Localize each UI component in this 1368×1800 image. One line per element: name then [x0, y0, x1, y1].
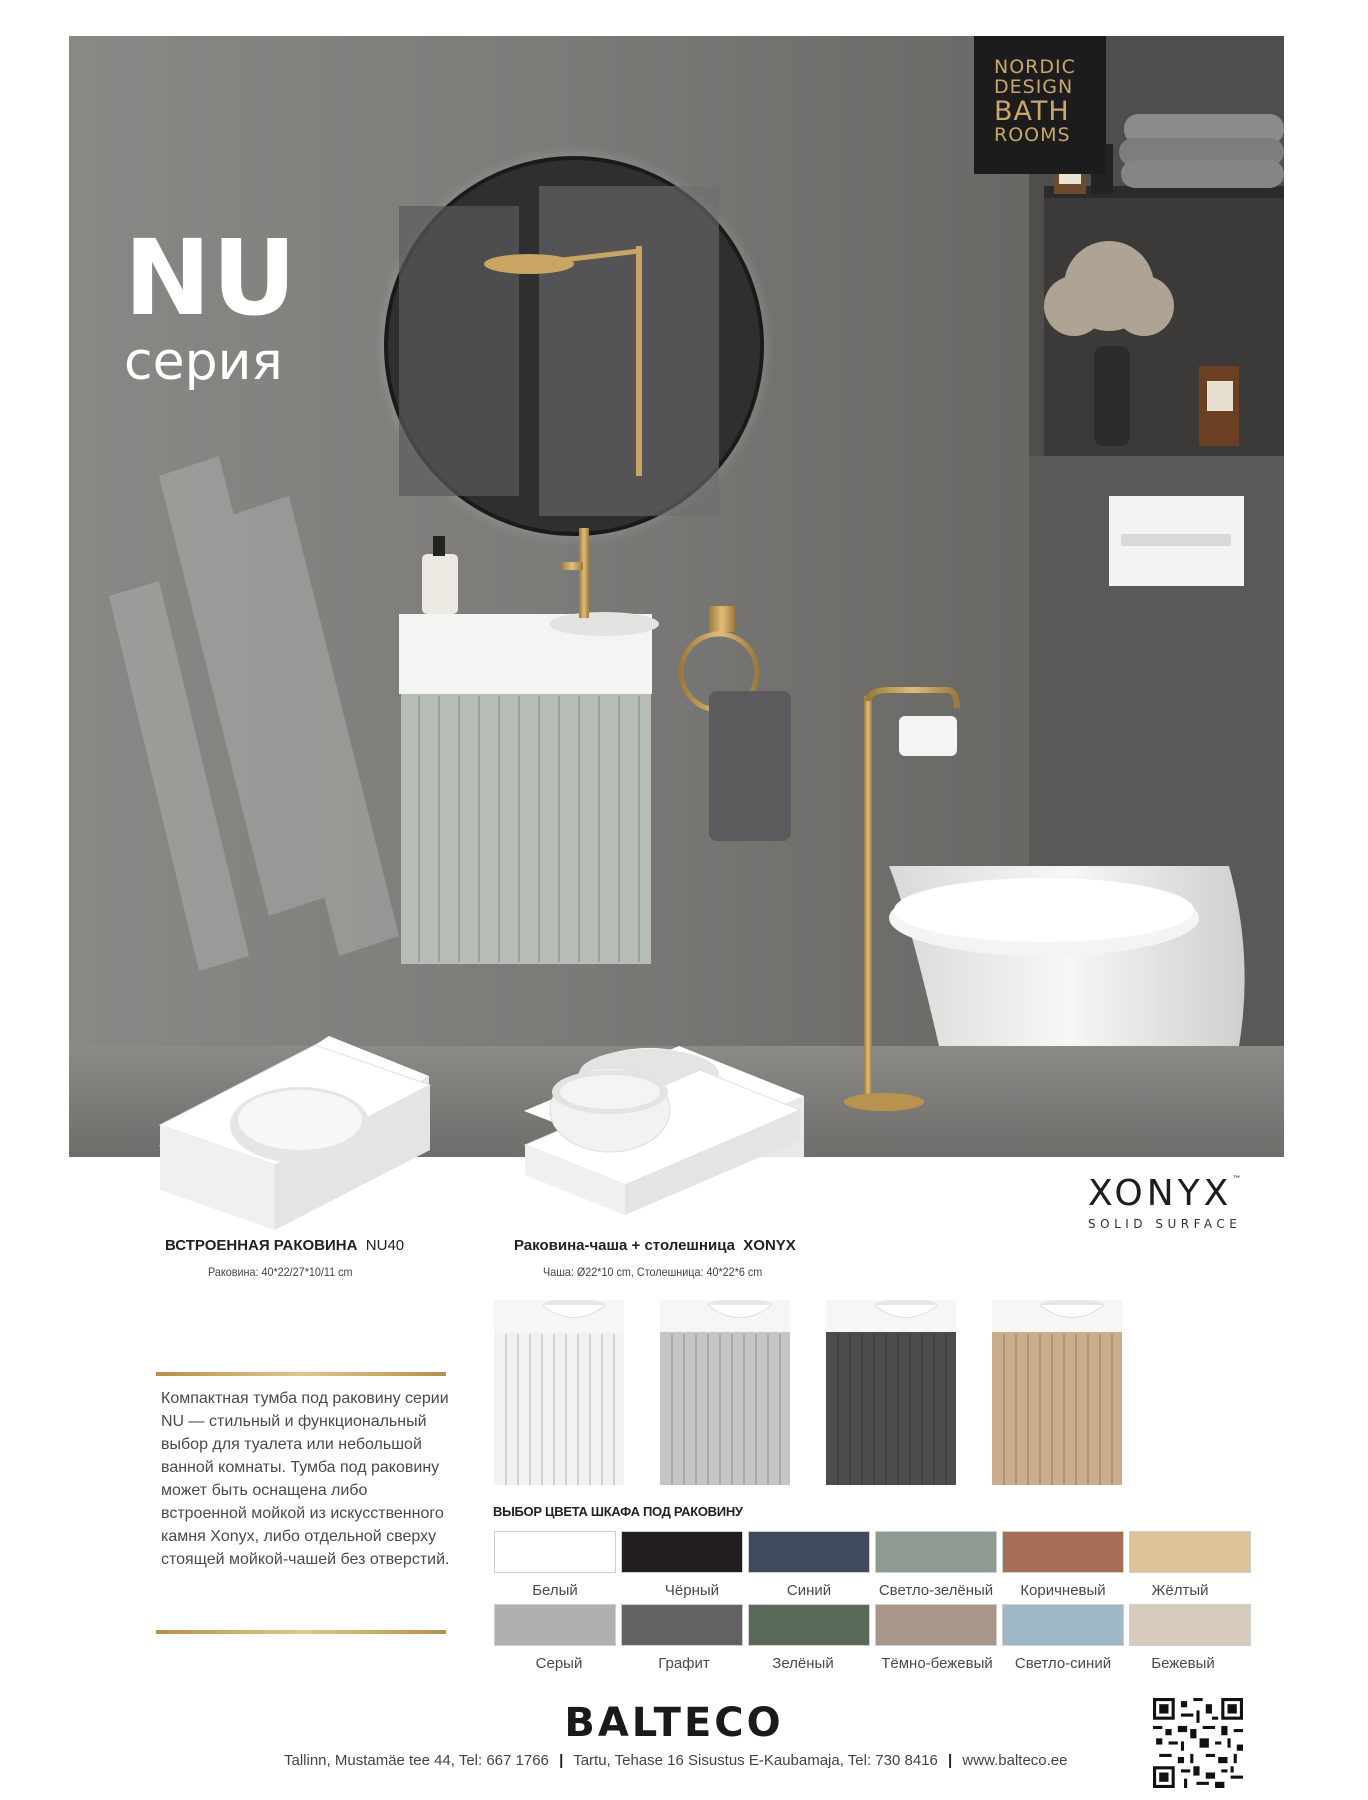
trademark-symbol: ™ — [1232, 1175, 1242, 1185]
color-label: Жёлтый — [1151, 1582, 1209, 1599]
color-label: Чёрный — [664, 1582, 720, 1599]
gold-divider-top — [156, 1372, 446, 1376]
product-2-title — [514, 1237, 796, 1254]
color-label: Коричневый — [1020, 1582, 1106, 1599]
color-swatch — [748, 1531, 870, 1573]
series-name: NU — [124, 217, 298, 339]
website-link[interactable]: www.balteco.ee — [962, 1752, 1068, 1769]
color-swatch — [1129, 1531, 1251, 1573]
cabinet-drawing — [660, 1300, 790, 1485]
badge-line: DESIGN — [994, 75, 1074, 98]
product-1-dimensions: Раковина: 40*22/27*10/11 cm — [208, 1265, 353, 1279]
color-swatch — [1002, 1531, 1124, 1573]
color-label: Синий — [786, 1582, 832, 1599]
color-label: Светло-синий — [1014, 1655, 1112, 1672]
color-swatch — [494, 1531, 616, 1573]
color-swatch — [1129, 1604, 1251, 1646]
series-title — [124, 217, 298, 392]
bowl-sink-image — [520, 1040, 800, 1230]
separator: | — [948, 1752, 953, 1769]
address-tallinn: Tallinn, Mustamäe tee 44, Tel: 667 1766 — [284, 1752, 549, 1769]
color-label: Белый — [532, 1582, 578, 1599]
color-swatch — [621, 1531, 743, 1573]
product-description: Компактная тумба под раковину серии NU — стильный и функциональный выбор для туалета или небольшой ванной комнаты. Тумба под раковину может быть оснащена либо встроенной мойкой из искусственного камня Xonyx, либо отдельной сверху стоящей мойкой-чашей без отверстий. — [161, 1390, 450, 1568]
product-1-model: NU40 — [365, 1237, 405, 1254]
cabinet-drawing — [494, 1300, 624, 1485]
color-swatch — [875, 1604, 997, 1646]
cabinet-variant — [992, 1300, 1122, 1485]
color-label: Графит — [658, 1655, 710, 1672]
cabinet-variant — [660, 1300, 790, 1485]
hero-photo — [69, 36, 1284, 1157]
xonyx-logo — [1088, 1173, 1288, 1231]
product-2-name: Раковина-чаша + столешница — [514, 1237, 735, 1254]
contact-line — [284, 1752, 1184, 1769]
xonyx-wordmark: XONYX — [1088, 1173, 1233, 1214]
gold-divider-bottom — [156, 1630, 446, 1634]
color-label: Тёмно-бежевый — [881, 1655, 993, 1672]
color-label: Серый — [535, 1655, 583, 1672]
integrated-sink-image — [155, 1040, 435, 1230]
product-1-title — [165, 1237, 404, 1254]
qr-code[interactable] — [1153, 1698, 1243, 1788]
color-swatch — [875, 1531, 997, 1573]
product-1-name: ВСТРОЕННАЯ РАКОВИНА — [165, 1237, 358, 1254]
color-choice-title: ВЫБОР ЦВЕТА ШКАФА ПОД РАКОВИНУ — [493, 1504, 743, 1519]
balteco-logo: BALTECO — [564, 1700, 784, 1746]
product-2-dimensions: Чаша: Ø22*10 cm, Столешница: 40*22*6 cm — [543, 1265, 763, 1279]
color-label: Зелёный — [772, 1655, 834, 1672]
nordic-design-badge — [974, 36, 1106, 174]
color-swatch — [748, 1604, 870, 1646]
color-label: Светло-зелёный — [878, 1582, 994, 1599]
separator: | — [559, 1752, 564, 1769]
cabinet-variant — [494, 1300, 624, 1485]
badge-line: ROOMS — [994, 124, 1071, 147]
color-swatch — [621, 1604, 743, 1646]
color-swatch — [494, 1604, 616, 1646]
badge-line: NORDIC — [994, 56, 1076, 78]
cabinet-drawing — [992, 1300, 1122, 1485]
color-swatch — [1002, 1604, 1124, 1646]
cabinet-variant — [826, 1300, 956, 1485]
xonyx-tagline: SOLID SURFACE — [1088, 1217, 1242, 1231]
color-label: Бежевый — [1151, 1655, 1215, 1672]
cabinet-drawing — [826, 1300, 956, 1485]
badge-line: BATH — [994, 95, 1070, 127]
series-subtitle: серия — [124, 332, 283, 392]
address-tartu: Tartu, Tehase 16 Sisustus E-Kaubamaja, Tel: 730 8416 — [573, 1752, 938, 1769]
product-2-model: XONYX — [743, 1237, 796, 1254]
bathroom-illustration — [69, 36, 1284, 1157]
